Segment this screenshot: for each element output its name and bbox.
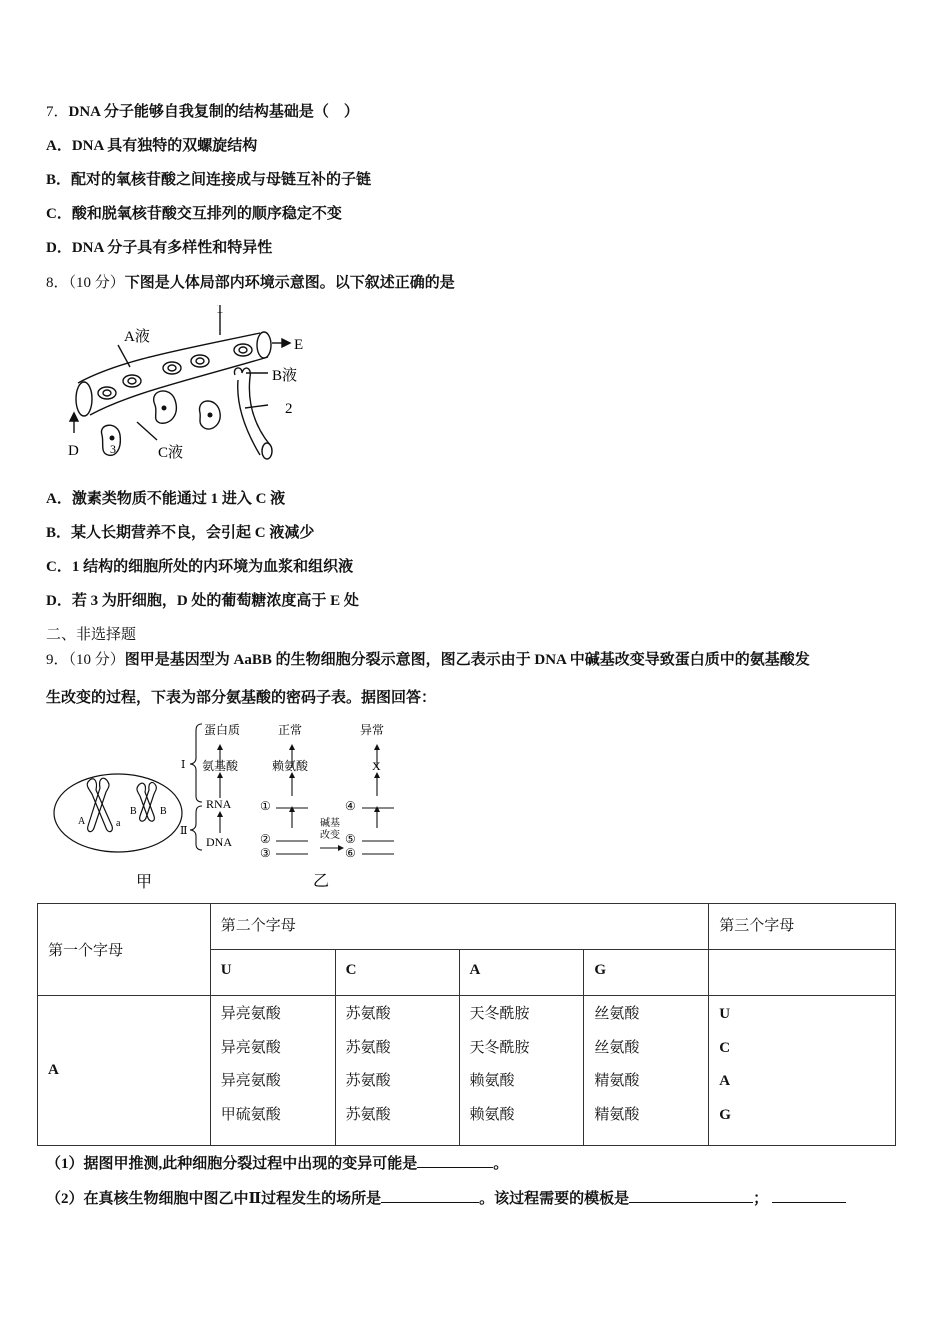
transcription-translation-flow bbox=[180, 718, 410, 893]
q7-option-d bbox=[46, 238, 272, 258]
answer-blank-2[interactable] bbox=[381, 1188, 479, 1203]
allele-B-right: B bbox=[160, 806, 167, 817]
label-c-fluid: C液 bbox=[158, 445, 184, 461]
codon-table bbox=[37, 903, 896, 1146]
column-g bbox=[584, 996, 709, 1146]
strand-2: ② bbox=[260, 832, 271, 846]
table-row bbox=[38, 996, 896, 1146]
option-label: C． bbox=[46, 206, 72, 222]
option-text: 1 结构的细胞所处的内环境为血浆和组织液 bbox=[71, 559, 354, 575]
amino-acid: 苏氨酸 bbox=[345, 1039, 391, 1056]
label-1: 1 bbox=[216, 305, 224, 317]
strand-1: ① bbox=[260, 799, 271, 813]
amino-acid: 天冬酰胺 bbox=[469, 1039, 530, 1056]
q7-option-a bbox=[46, 136, 257, 156]
allele-A: A bbox=[78, 816, 86, 827]
label-2: 2 bbox=[285, 401, 293, 417]
caption-yi: 乙 bbox=[313, 873, 330, 890]
q8-option-c bbox=[46, 557, 353, 577]
q8-stem-text: 下图是人体局部内环境示意图。以下叙述正确的是 bbox=[124, 275, 455, 291]
amino-acid: 异亮氨酸 bbox=[220, 1006, 281, 1022]
header-second-letter: 第二个字母 bbox=[210, 904, 708, 950]
q8-option-d bbox=[46, 591, 359, 611]
sub2-sep: ； bbox=[753, 1191, 769, 1207]
label-process-II: Ⅱ bbox=[180, 825, 188, 837]
second-letter-c: C bbox=[335, 950, 459, 996]
amino-acid: 异亮氨酸 bbox=[220, 1073, 281, 1089]
sub1-end: 。 bbox=[493, 1156, 509, 1172]
label-b-fluid: B液 bbox=[272, 368, 298, 384]
option-text: 某人长期营养不良，会引起 C 液减少 bbox=[71, 525, 315, 541]
q8-option-b bbox=[46, 523, 314, 543]
second-letter-a: A bbox=[459, 950, 584, 996]
label-dna: DNA bbox=[206, 835, 232, 849]
answer-blank-4[interactable] bbox=[772, 1188, 846, 1203]
option-text: 激素类物质不能通过 1 进入 C 液 bbox=[71, 491, 286, 507]
label-d: D bbox=[68, 443, 79, 459]
amino-acid: 精氨酸 bbox=[594, 1106, 640, 1123]
q9-number: 9． bbox=[46, 652, 69, 668]
strand-6: ⑥ bbox=[345, 846, 356, 860]
section-title: 二、非选择题 bbox=[46, 627, 137, 643]
label-e: E bbox=[294, 337, 304, 353]
amino-acid: 丝氨酸 bbox=[594, 1006, 640, 1022]
amino-acid: 精氨酸 bbox=[594, 1073, 640, 1089]
amino-acid: 天冬酰胺 bbox=[469, 1006, 530, 1022]
first-letter-a: A bbox=[38, 996, 211, 1146]
third-letter: C bbox=[719, 1039, 731, 1056]
label-abnormal: 异常 bbox=[360, 723, 385, 737]
label-x: X bbox=[372, 759, 381, 773]
strand-3: ③ bbox=[260, 846, 271, 860]
q7-number: 7． bbox=[46, 104, 69, 120]
q7-stem bbox=[46, 102, 359, 122]
allele-a: a bbox=[116, 818, 121, 829]
second-letter-u: U bbox=[210, 950, 335, 996]
q7-option-c bbox=[46, 204, 342, 224]
internal-environment-diagram bbox=[60, 305, 330, 470]
cell-with-chromosomes bbox=[48, 760, 188, 895]
amino-acid: 丝氨酸 bbox=[594, 1039, 640, 1056]
third-letter: A bbox=[719, 1073, 731, 1089]
q9-stem-text-1: 图甲是基因型为 AaBB 的生物细胞分裂示意图，图乙表示由于 DNA 中碱基改变导致蛋白质中的氨基酸发 bbox=[124, 652, 810, 668]
option-label: D． bbox=[46, 240, 72, 256]
option-text: 若 3 为肝细胞，D 处的葡萄糖浓度高于 E 处 bbox=[71, 593, 359, 609]
cell-division-diagram bbox=[48, 760, 188, 895]
label-a-fluid: A液 bbox=[124, 329, 150, 345]
q8-stem bbox=[46, 273, 455, 293]
caption-jia: 甲 bbox=[136, 874, 153, 891]
option-label: D． bbox=[46, 593, 72, 609]
amino-acid: 异亮氨酸 bbox=[220, 1039, 281, 1056]
q7-option-b bbox=[46, 170, 371, 190]
q8-number: 8． bbox=[46, 275, 69, 291]
option-text: 酸和脱氧核苷酸交互排列的顺序稳定不变 bbox=[71, 206, 342, 222]
q8-option-a bbox=[46, 489, 285, 509]
second-letter-g: G bbox=[584, 950, 709, 996]
third-letter-blank bbox=[709, 950, 896, 996]
mutation-process-diagram bbox=[180, 718, 410, 893]
q9-stem-line1 bbox=[46, 650, 810, 670]
third-letter: G bbox=[719, 1106, 731, 1123]
option-label: A． bbox=[46, 138, 72, 154]
option-label: C． bbox=[46, 559, 72, 575]
amino-acid: 苏氨酸 bbox=[345, 1106, 391, 1123]
sub2-mid: 。该过程需要的模板是 bbox=[479, 1191, 630, 1207]
column-c bbox=[335, 996, 459, 1146]
label-normal: 正常 bbox=[278, 723, 303, 737]
option-label: A． bbox=[46, 491, 72, 507]
option-text: DNA 具有独特的双螺旋结构 bbox=[71, 138, 258, 154]
column-u bbox=[210, 996, 335, 1146]
q9-stem-line2: 生改变的过程，下表为部分氨基酸的密码子表。据图回答： bbox=[46, 690, 437, 706]
option-text: 配对的氧核苷酸之间连接成与母链互补的子链 bbox=[71, 172, 372, 188]
third-letter: U bbox=[719, 1006, 731, 1022]
label-base-change-1: 碱基 bbox=[320, 818, 340, 829]
q9-sub1 bbox=[46, 1153, 508, 1174]
option-text: DNA 分子具有多样性和特异性 bbox=[71, 240, 273, 256]
label-3: 3 bbox=[110, 442, 116, 456]
allele-B-left: B bbox=[130, 806, 137, 817]
strand-5: ⑤ bbox=[345, 832, 356, 846]
answer-blank-1[interactable] bbox=[417, 1153, 493, 1168]
q8-score: （10 分） bbox=[68, 275, 125, 291]
header-first-letter: 第一个字母 bbox=[38, 904, 211, 996]
option-label: B． bbox=[46, 525, 72, 541]
amino-acid: 赖氨酸 bbox=[469, 1106, 515, 1123]
option-label: B． bbox=[46, 172, 72, 188]
label-protein: 蛋白质 bbox=[204, 723, 241, 737]
label-base-change-2: 改变 bbox=[320, 830, 340, 841]
amino-acid: 甲硫氨酸 bbox=[220, 1106, 281, 1123]
amino-acid: 苏氨酸 bbox=[345, 1006, 391, 1022]
header-third-letter: 第三个字母 bbox=[709, 904, 896, 950]
amino-acid: 苏氨酸 bbox=[345, 1073, 391, 1089]
q7-stem-text: DNA 分子能够自我复制的结构基础是（ ） bbox=[68, 104, 359, 120]
answer-blank-3[interactable] bbox=[629, 1188, 753, 1203]
strand-4: ④ bbox=[345, 799, 356, 813]
amino-acid: 赖氨酸 bbox=[469, 1073, 515, 1089]
capillary-tissue-illustration bbox=[60, 305, 330, 470]
label-lysine: 赖氨酸 bbox=[272, 759, 309, 773]
sub2-text: （2）在真核生物细胞中图乙中Ⅱ过程发生的场所是 bbox=[46, 1191, 382, 1207]
q9-score: （10 分） bbox=[68, 652, 125, 668]
label-process-I: Ⅰ bbox=[181, 759, 186, 771]
column-a bbox=[459, 996, 584, 1146]
sub1-text: （1）据图甲推测,此种细胞分裂过程中出现的变异可能是 bbox=[46, 1156, 418, 1172]
column-third-letter bbox=[709, 996, 896, 1146]
label-rna: RNA bbox=[206, 797, 232, 811]
label-amino-acid: 氨基酸 bbox=[202, 759, 239, 773]
q9-sub2 bbox=[46, 1188, 846, 1209]
